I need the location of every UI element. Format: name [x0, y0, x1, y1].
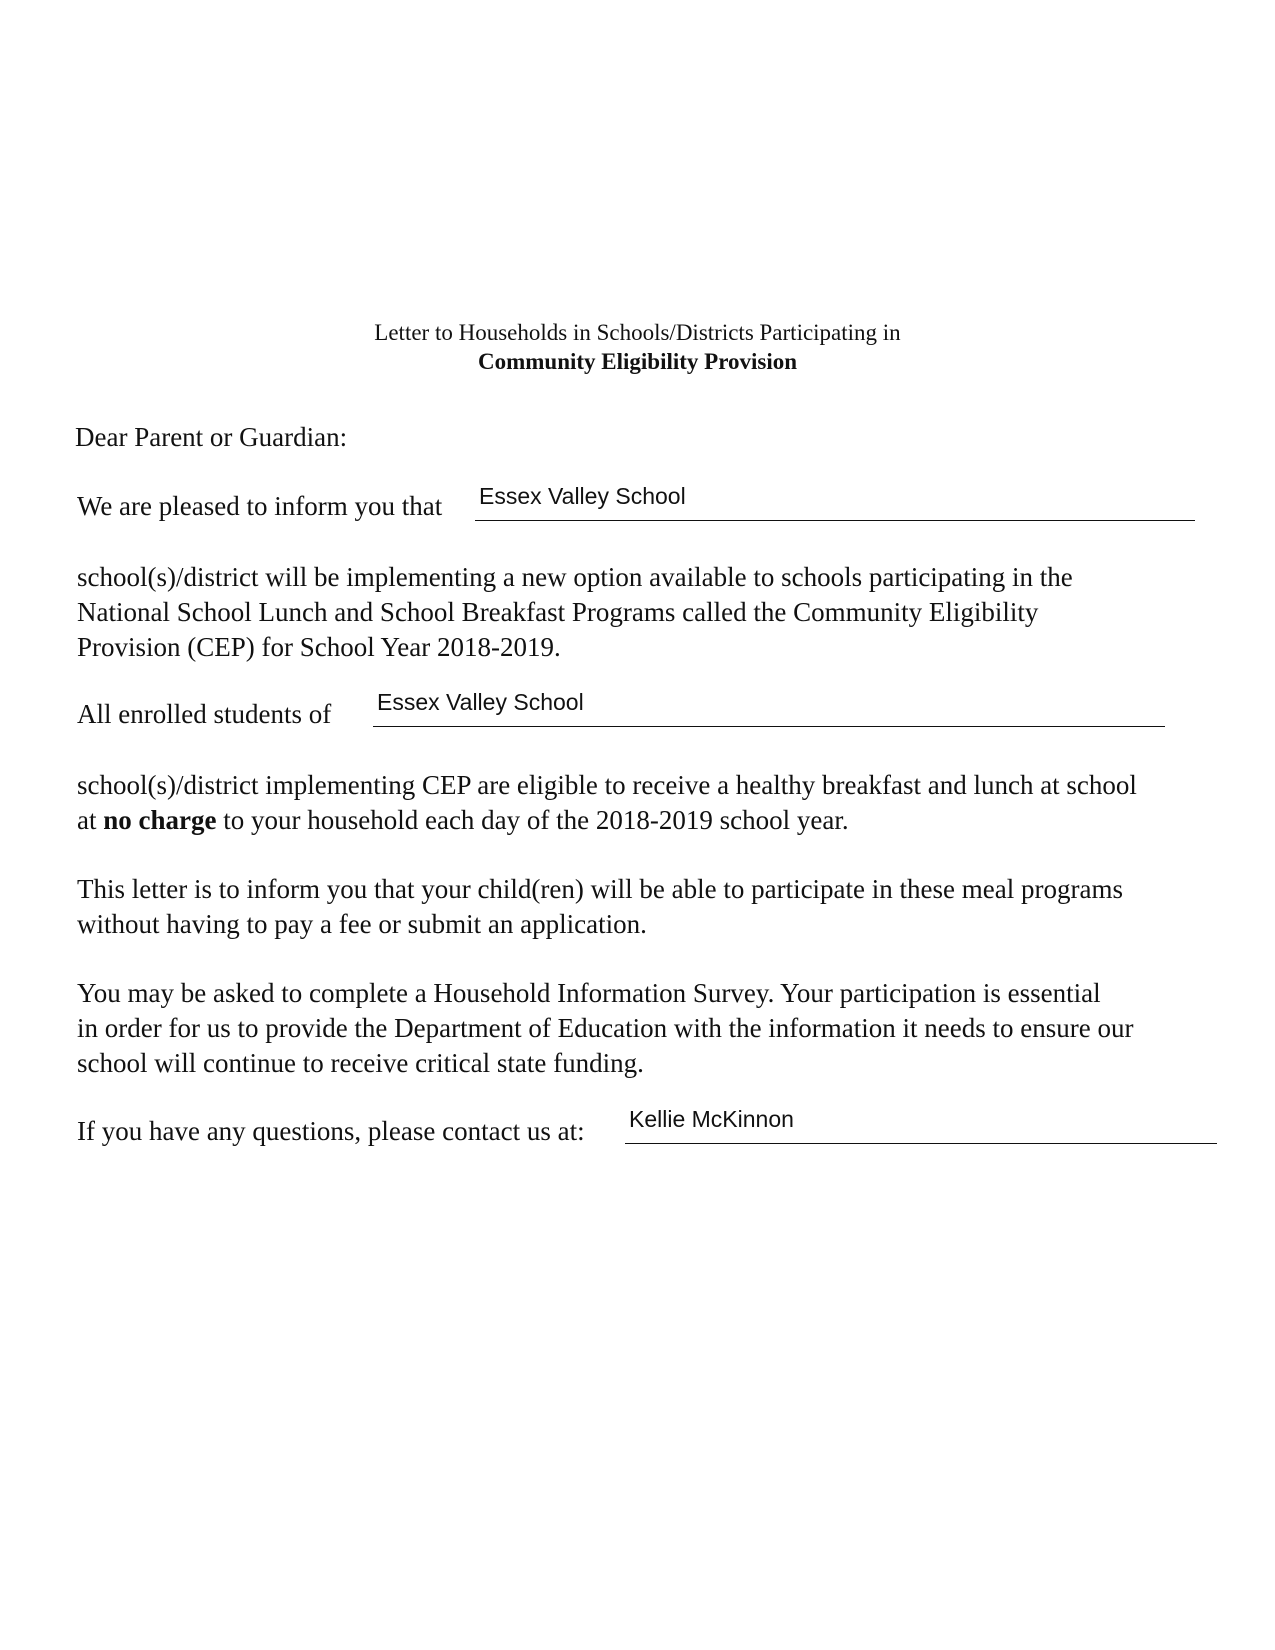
paragraph-line: Provision (CEP) for School Year 2018-2019.: [77, 632, 561, 662]
paragraph-line: [77, 803, 1227, 838]
paragraph-line: in order for us to provide the Department of Education with the information it needs to ensure our: [77, 1013, 1134, 1043]
school-name-value-2: Essex Valley School: [377, 689, 584, 715]
text-fragment: at: [77, 805, 97, 835]
paragraph-line: You may be asked to complete a Household Information Survey. Your participation is essential: [77, 978, 1101, 1008]
paragraph-line: National School Lunch and School Breakfast Programs called the Community Eligibility: [77, 597, 1039, 627]
title-line-2: Community Eligibility Provision: [477, 349, 798, 374]
salutation: Dear Parent or Guardian:: [75, 422, 348, 452]
school-name-field-1[interactable]: [475, 480, 1195, 521]
paragraph-line: school(s)/district will be implementing a new option available to schools participating in the: [77, 562, 1073, 592]
contact-name-value: Kellie McKinnon: [629, 1106, 794, 1132]
paragraph-survey: [77, 976, 1227, 1081]
paragraph-line: This letter is to inform you that your child(ren) will be able to participate in these meal programs: [77, 874, 1123, 904]
text-fragment: to your household each day of the 2018-2019 school year.: [223, 805, 849, 835]
no-charge-emphasis: no charge: [103, 805, 217, 835]
inform-label: We are pleased to inform you that: [77, 491, 443, 521]
paragraph-cep-intro: [77, 560, 1227, 665]
enrolled-label: All enrolled students of: [77, 699, 332, 729]
contact-name-field[interactable]: [625, 1103, 1217, 1144]
paragraph-no-fee: [77, 872, 1227, 942]
paragraph-line: without having to pay a fee or submit an application.: [77, 909, 647, 939]
contact-label: If you have any questions, please contact us at:: [77, 1116, 585, 1146]
title-line-1: Letter to Households in Schools/Districts Participating in: [374, 320, 901, 345]
paragraph-line: school will continue to receive critical state funding.: [77, 1048, 644, 1078]
paragraph-line: school(s)/district implementing CEP are eligible to receive a healthy breakfast and lunch at school: [77, 770, 1137, 800]
paragraph-eligibility: [77, 768, 1227, 838]
school-name-value-1: Essex Valley School: [479, 483, 686, 509]
school-name-field-2[interactable]: [373, 686, 1165, 727]
